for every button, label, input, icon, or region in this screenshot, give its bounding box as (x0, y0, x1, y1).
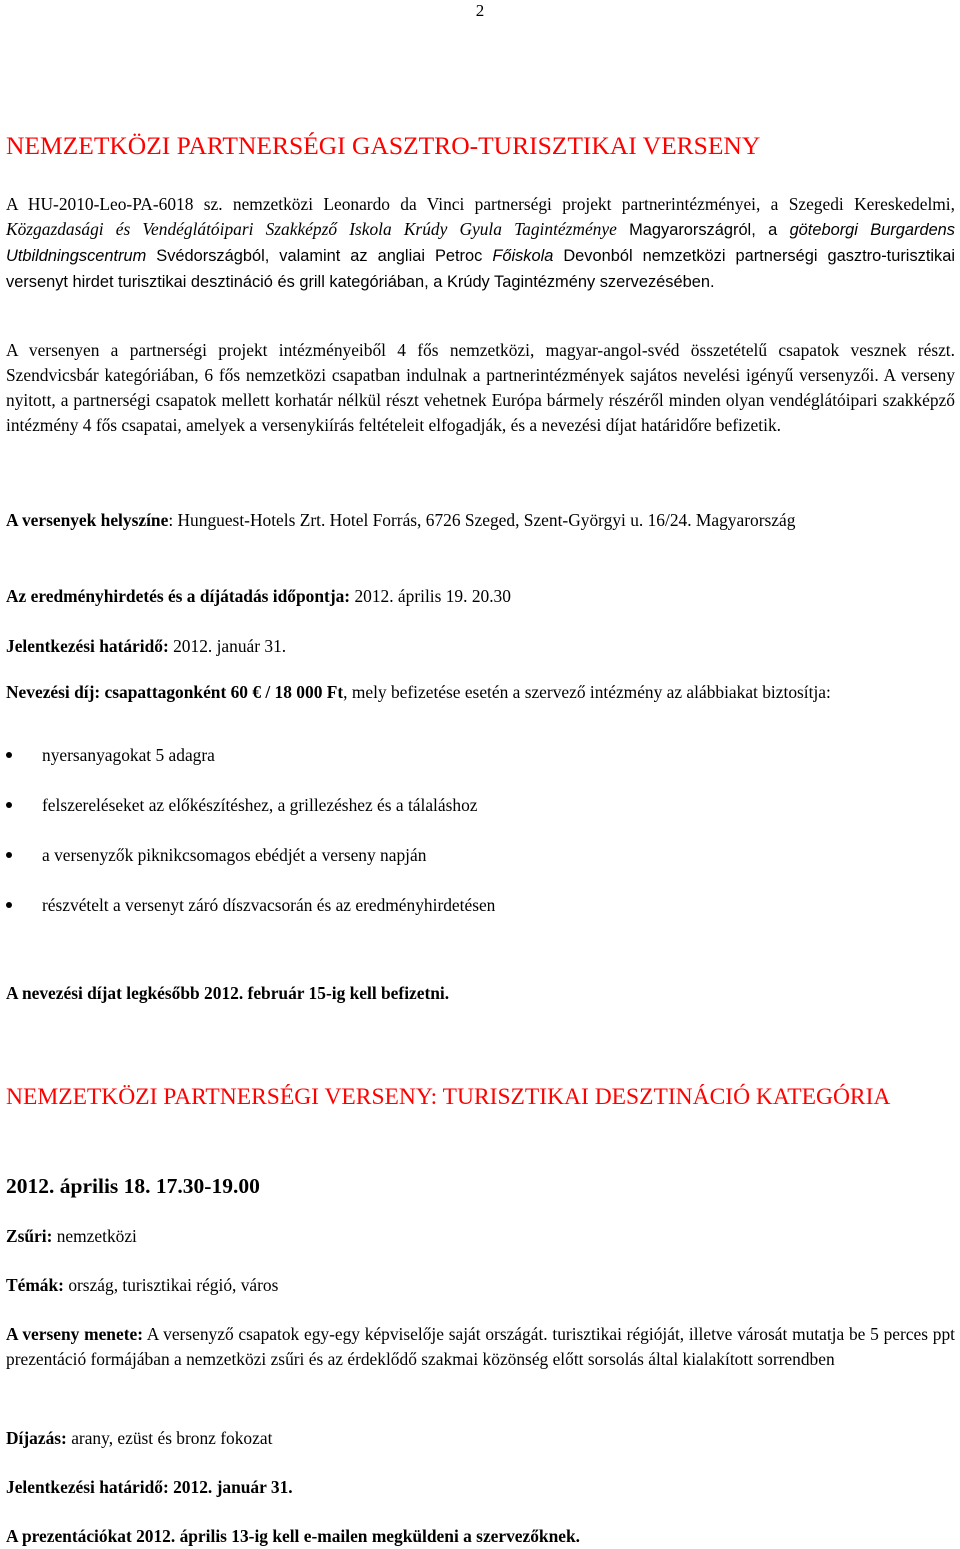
bullet-icon (6, 902, 12, 908)
venue-paragraph (6, 508, 955, 533)
venue-value: : Hunguest-Hotels Zrt. Hotel Forrás, 6726 Szeged, Szent-Györgyi u. 16/24. Magyarország (168, 510, 796, 530)
page-number: 2 (475, 1, 485, 20)
bullet-icon (6, 752, 12, 758)
topics-label: Témák: (6, 1275, 64, 1295)
list-item (6, 892, 955, 942)
process-value: A versenyző csapatok egy-egy képviselője saját országát. turisztikai régióját, illetve városát mutatja be 5 perces ppt prezentáció formájában a nemzetközi zsűri és az érdeklődő szakmai közönség előtt sorsolás által kialakított sorrendben (6, 1324, 955, 1369)
fee-paragraph (6, 680, 955, 705)
list-item-text: nyersanyagokat 5 adagra (42, 745, 215, 765)
ceremony-line (6, 584, 955, 609)
list-item (6, 742, 955, 792)
intro-text-7: Devonból nemzetközi partnerségi gasztro-turisztikai versenyt hirdet turisztikai desztináció és grill kategóriában, a Krúdy Tagintézmény szervezésében. (6, 247, 955, 291)
bullet-icon (6, 852, 12, 858)
topics-value: ország, turisztikai régió, város (63, 1275, 279, 1295)
deadline-2: Jelentkezési határidő: 2012. január 31. (6, 1477, 293, 1497)
intro-text-3: Magyarországról, a (616, 221, 790, 239)
fee-deadline: A nevezési díjat legkésőbb 2012. február 15-ig kell befizetni. (6, 983, 450, 1003)
intro-text-6: Főiskola (492, 247, 554, 265)
venue-label: A versenyek helyszíne (6, 510, 169, 530)
list-item (6, 842, 955, 892)
page-title: NEMZETKÖZI PARTNERSÉGI GASZTRO-TURISZTIKAI VERSENY (6, 131, 761, 160)
deadline-value: 2012. január 31. (168, 636, 287, 656)
intro-text-5: Svédországból, valamint az angliai Petroc (146, 247, 493, 265)
prizes-line (6, 1426, 955, 1451)
ceremony-value: 2012. április 19. 20.30 (350, 586, 511, 606)
jury-value: nemzetközi (52, 1226, 137, 1246)
prizes-value: arany, ezüst és bronz fokozat (66, 1428, 273, 1448)
intro-text-4: göteborgi Burgardens Utbildningscentrum (6, 221, 955, 265)
list-item-text: részvételt a versenyt záró díszvacsorán és az eredményhirdetésen (42, 895, 496, 915)
process-paragraph (6, 1322, 955, 1372)
intro-text-2: Közgazdasági és Vendéglátóipari Szakképző Iskola Krúdy Gyula Tagintézménye (6, 219, 617, 239)
section-title: NEMZETKÖZI PARTNERSÉGI VERSENY: TURISZTIKAI DESZTINÁCIÓ KATEGÓRIA (6, 1084, 891, 1110)
list-item (6, 792, 955, 842)
prizes-label: Díjazás: (6, 1428, 67, 1448)
presentations-deadline: A prezentációkat 2012. április 13-ig kell e-mailen megküldeni a szervezőknek. (6, 1526, 581, 1546)
deadline-label: Jelentkezési határidő: (6, 636, 169, 656)
list-item-text: felszereléseket az előkészítéshez, a grillezéshez és a tálaláshoz (42, 795, 478, 815)
fee-label: Nevezési díj: csapattagonként 60 € / 18 000 Ft (6, 682, 344, 702)
fee-items-list (6, 742, 955, 942)
bullet-icon (6, 802, 12, 808)
intro-paragraph (6, 192, 955, 295)
jury-line (6, 1224, 955, 1249)
process-label: A verseny menete: (6, 1324, 143, 1344)
section-date: 2012. április 18. 17.30-19.00 (6, 1174, 260, 1198)
participation-paragraph: A versenyen a partnerségi projekt intézményeiből 4 fős nemzetközi, magyar-angol-svéd összetételű csapatok vesznek részt. Szendvicsbár kategóriában, 6 fős nemzetközi csapatban indulnak a partnerintézmények sajátos nevelési igényű versenyzői. A verseny nyitott, a partnerségi csapatok mellett korhatár nélkül részt vehetnek Európa bármely részéről minden olyan vendéglátóipari szakképző intézmény 4 fős csapatai, amelyek a versenykiírás feltételeit elfogadják, és a nevezési díjat határidőre befizetik. (6, 340, 955, 435)
topics-line (6, 1273, 955, 1298)
ceremony-label: Az eredményhirdetés és a díjátadás időpontja: (6, 586, 351, 606)
jury-label: Zsűri: (6, 1226, 53, 1246)
intro-text-1: A HU-2010-Leo-PA-6018 sz. nemzetközi Leonardo da Vinci partnerségi projekt partnerintézményei, a Szegedi Kereskedelmi, (6, 194, 955, 214)
list-item-text: a versenyzők piknikcsomagos ebédjét a verseny napján (42, 845, 427, 865)
deadline-line (6, 634, 955, 659)
fee-value: , mely befizetése esetén a szervező intézmény az alábbiakat biztosítja: (343, 682, 831, 702)
